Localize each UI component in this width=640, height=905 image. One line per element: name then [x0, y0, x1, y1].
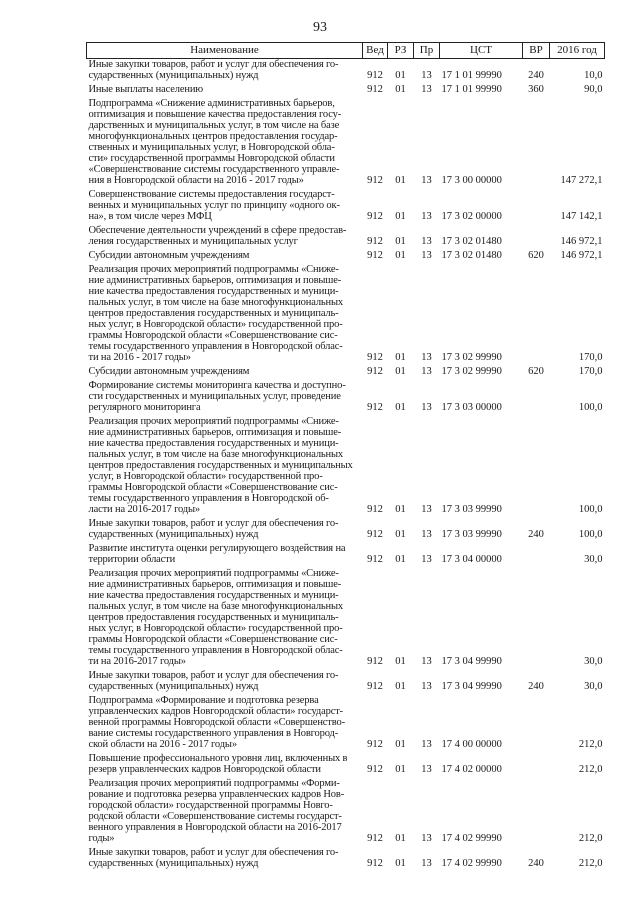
row-sum-cell: 30,0 [584, 656, 603, 667]
row-name-line: рование и подготовка резерва управленческих кадров Нов- [88, 789, 345, 800]
row-rz-cell: 01 [395, 681, 406, 692]
row-vr-cell: 620 [528, 250, 544, 261]
row-name-line: ласти на 2016-2017 годы» [88, 504, 200, 515]
row-sum-cell: 10,0 [584, 70, 603, 81]
row-rz-cell: 01 [395, 366, 406, 377]
table-header-row [87, 43, 605, 59]
row-sum-cell: 30,0 [584, 554, 603, 565]
row-vr-cell [523, 380, 550, 416]
row-cst-cell: 17 4 02 00000 [441, 764, 502, 775]
row-vr-cell [523, 543, 550, 568]
row-name-line: Иные выплаты населению [88, 84, 203, 95]
row-name-cell [87, 84, 363, 98]
column-header-vr: ВР [523, 43, 550, 59]
table-row [87, 416, 605, 518]
row-cst-cell: 17 4 00 00000 [441, 739, 502, 750]
row-name-cell [87, 264, 363, 366]
row-ved-cell: 912 [367, 250, 383, 261]
row-ved-cell: 912 [367, 366, 383, 377]
row-name-line: пальных услуг, в том числе на базе многофункциональных [88, 601, 344, 612]
row-name-cell [87, 847, 363, 872]
table-row [87, 98, 605, 189]
row-rz-cell: 01 [395, 858, 406, 869]
row-rz-cell: 01 [395, 175, 406, 186]
row-name-cell [87, 753, 363, 778]
row-name-line: пальных услуг, в том числе на базе многофункциональных [88, 297, 344, 308]
row-sum-cell: 212,0 [578, 858, 603, 869]
row-sum-cell: 146 972,1 [560, 236, 603, 247]
row-name-line: регулярного мониторинга [88, 402, 201, 413]
row-name-line: венного управления в Новгородской области на 2016-2017 [88, 822, 342, 833]
table-row [87, 380, 605, 416]
row-cst-cell: 17 3 02 99990 [441, 352, 502, 363]
row-name-line: центров предоставления государственных и муниципаль- [88, 308, 339, 319]
row-ved-cell: 912 [367, 211, 383, 222]
row-name-line: сударственных (муниципальных) нужд [88, 681, 259, 692]
row-name-cell [87, 568, 363, 670]
row-name-cell [87, 380, 363, 416]
column-header-ved: Вед [363, 43, 388, 59]
row-name-line: ти на 2016 - 2017 годы» [88, 352, 191, 363]
row-vr-cell: 360 [528, 84, 544, 95]
table-row [87, 518, 605, 543]
row-ved-cell: 912 [367, 833, 383, 844]
row-vr-cell [523, 568, 550, 670]
row-sum-cell: 100,0 [578, 504, 603, 515]
row-pr-cell: 13 [421, 352, 432, 363]
row-pr-cell: 13 [421, 250, 432, 261]
row-pr-cell: 13 [421, 554, 432, 565]
row-name-line: многофункциональных центров предоставления государ- [88, 131, 338, 142]
row-ved-cell: 912 [367, 504, 383, 515]
row-vr-cell [523, 753, 550, 778]
row-rz-cell: 01 [395, 211, 406, 222]
row-pr-cell: 13 [421, 858, 432, 869]
row-name-line: Реализация прочих мероприятий подпрограммы «Сниже- [88, 568, 339, 579]
row-pr-cell: 13 [421, 366, 432, 377]
row-rz-cell: 01 [395, 504, 406, 515]
row-name-cell [87, 518, 363, 543]
row-name-line: ние качества предоставления государственных и муници- [88, 286, 339, 297]
row-rz-cell: 01 [395, 352, 406, 363]
row-cst-cell: 17 3 00 00000 [441, 175, 502, 186]
column-header-sum: 2016 год [550, 43, 605, 59]
row-cst-cell: 17 1 01 99990 [441, 84, 502, 95]
row-name-line: Реализация прочих мероприятий подпрограммы «Форми- [88, 778, 340, 789]
row-sum-cell: 100,0 [578, 402, 603, 413]
row-sum-cell: 212,0 [578, 764, 603, 775]
row-ved-cell: 912 [367, 681, 383, 692]
row-pr-cell: 13 [421, 70, 432, 81]
row-rz-cell: 01 [395, 402, 406, 413]
row-name-line: темы государственного управления в Новгородской об- [88, 493, 329, 504]
row-vr-cell: 240 [528, 858, 544, 869]
table-row [87, 189, 605, 225]
row-name-line: темы государственного управления в Новгородской облас- [88, 645, 343, 656]
row-vr-cell [523, 778, 550, 847]
row-vr-cell: 240 [528, 681, 544, 692]
row-name-line: ления государственных и муниципальных услуг [88, 236, 298, 247]
page-number: 93 [313, 20, 327, 35]
row-sum-cell: 212,0 [578, 739, 603, 750]
table-row [87, 250, 605, 264]
row-cst-cell: 17 3 03 99990 [441, 529, 502, 540]
row-rz-cell: 01 [395, 739, 406, 750]
table-row [87, 847, 605, 872]
row-name-line: венной программы Новгородской области «Совершенство- [88, 717, 345, 728]
row-vr-cell: 240 [528, 70, 544, 81]
row-cst-cell: 17 3 02 01480 [441, 236, 502, 247]
row-name-line: дарственных и муниципальных услуг, в том числе на базе [88, 120, 340, 131]
row-name-cell [87, 543, 363, 568]
row-name-line: годы» [88, 833, 115, 844]
row-name-line: сударственных (муниципальных) нужд [88, 858, 259, 869]
row-name-line: ния в Новгородской области на 2016 - 2017 годы» [88, 175, 304, 186]
row-pr-cell: 13 [421, 504, 432, 515]
row-rz-cell: 01 [395, 529, 406, 540]
row-sum-cell: 30,0 [584, 681, 603, 692]
row-pr-cell: 13 [421, 833, 432, 844]
row-name-line: Реализация прочих мероприятий подпрограммы «Сниже- [88, 416, 339, 427]
row-ved-cell: 912 [367, 858, 383, 869]
row-ved-cell: 912 [367, 175, 383, 186]
table-row [87, 225, 605, 250]
table-body [87, 59, 605, 873]
row-ved-cell: 912 [367, 764, 383, 775]
row-cst-cell: 17 3 04 00000 [441, 554, 502, 565]
row-rz-cell: 01 [395, 84, 406, 95]
row-rz-cell: 01 [395, 764, 406, 775]
row-name-cell [87, 670, 363, 695]
row-name-line: пальных услуг, в том числе на базе многофункциональных [88, 449, 344, 460]
row-name-line: Реализация прочих мероприятий подпрограммы «Сниже- [88, 264, 339, 275]
row-pr-cell: 13 [421, 402, 432, 413]
row-name-line: родской области «Совершенствование системы государст- [88, 811, 342, 822]
row-ved-cell: 912 [367, 352, 383, 363]
row-name-line: сти» государственной программы Новгородской области [88, 153, 335, 164]
row-cst-cell: 17 4 02 99990 [441, 833, 502, 844]
row-sum-cell: 90,0 [584, 84, 603, 95]
row-ved-cell: 912 [367, 656, 383, 667]
row-name-line: Субсидии автономным учреждениям [88, 250, 250, 261]
column-header-name: Наименование [87, 43, 363, 59]
table-row [87, 59, 605, 85]
row-name-line: Формирование системы мониторинга качества и доступно- [88, 380, 346, 391]
row-name-line: Подпрограмма «Снижение административных барьеров, [88, 98, 335, 109]
row-ved-cell: 912 [367, 84, 383, 95]
row-pr-cell: 13 [421, 656, 432, 667]
row-name-line: сти государственных и муниципальных услуг, проведение [88, 391, 341, 402]
row-rz-cell: 01 [395, 554, 406, 565]
row-vr-cell: 240 [528, 529, 544, 540]
row-name-line: Совершенствование системы предоставления государст- [88, 189, 335, 200]
row-cst-cell: 17 3 04 99990 [441, 681, 502, 692]
budget-table [86, 42, 605, 872]
row-vr-cell [523, 189, 550, 225]
row-name-line: Подпрограмма «Формирование и подготовка резерва [88, 695, 319, 706]
row-rz-cell: 01 [395, 833, 406, 844]
row-name-line: сударственных (муниципальных) нужд [88, 529, 259, 540]
row-pr-cell: 13 [421, 236, 432, 247]
row-cst-cell: 17 3 04 99990 [441, 656, 502, 667]
row-pr-cell: 13 [421, 739, 432, 750]
row-name-cell [87, 366, 363, 380]
row-cst-cell: 17 1 01 99990 [441, 70, 502, 81]
row-name-line: ных услуг, в Новгородской области» государственной про- [88, 319, 343, 330]
row-pr-cell: 13 [421, 211, 432, 222]
row-name-line: на», в том числе через МФЦ [88, 211, 212, 222]
row-name-line: Повышение профессионального уровня лиц, включенных в [88, 753, 348, 764]
row-name-line: граммы Новгородской области «Совершенствование сис- [88, 482, 338, 493]
row-name-line: ской области на 2016 - 2017 годы» [88, 739, 237, 750]
row-name-line: управленческих кадров Новгородской области» государст- [88, 706, 343, 717]
row-name-cell [87, 250, 363, 264]
row-pr-cell: 13 [421, 764, 432, 775]
row-name-line: городской области» государственной программы Новго- [88, 800, 333, 811]
table-row [87, 84, 605, 98]
row-ved-cell: 912 [367, 554, 383, 565]
row-vr-cell [523, 225, 550, 250]
row-pr-cell: 13 [421, 529, 432, 540]
table-row [87, 778, 605, 847]
row-name-cell [87, 98, 363, 189]
table-row [87, 366, 605, 380]
row-ved-cell: 912 [367, 402, 383, 413]
row-name-line: ние административных барьеров, оптимизация и повыше- [88, 275, 342, 286]
row-vr-cell [523, 98, 550, 189]
row-cst-cell: 17 3 03 99990 [441, 504, 502, 515]
row-vr-cell: 620 [528, 366, 544, 377]
row-name-line: «Совершенствование системы государственного управле- [88, 164, 340, 175]
row-name-line: оптимизация и повышение качества предоставления госу- [88, 109, 342, 120]
table-row [87, 543, 605, 568]
row-name-cell [87, 189, 363, 225]
row-name-line: венных и муниципальных услуг по принципу «одного ок- [88, 200, 340, 211]
row-ved-cell: 912 [367, 70, 383, 81]
row-pr-cell: 13 [421, 175, 432, 186]
row-sum-cell: 147 272,1 [560, 175, 603, 186]
table-row [87, 568, 605, 670]
row-ved-cell: 912 [367, 739, 383, 750]
row-rz-cell: 01 [395, 236, 406, 247]
row-sum-cell: 170,0 [578, 366, 603, 377]
row-name-cell [87, 416, 363, 518]
row-name-line: ственных и муниципальных услуг, в Новгородской обла- [88, 142, 335, 153]
column-header-cst: ЦСТ [440, 43, 523, 59]
row-name-line: ние административных барьеров, оптимизация и повыше- [88, 579, 342, 590]
row-name-line: услуг, в Новгородской области» государственной про- [88, 471, 323, 482]
row-name-line: ние качества предоставления государственных и муници- [88, 590, 339, 601]
table-row [87, 264, 605, 366]
row-name-cell [87, 225, 363, 250]
row-cst-cell: 17 4 02 99990 [441, 858, 502, 869]
row-name-line: центров предоставления государственных и муниципаль- [88, 612, 339, 623]
row-name-line: Иные закупки товаров, работ и услуг для обеспечения го- [88, 847, 339, 858]
row-name-line: сударственных (муниципальных) нужд [88, 70, 259, 81]
row-cst-cell: 17 3 02 01480 [441, 250, 502, 261]
row-name-cell [87, 778, 363, 847]
row-vr-cell [523, 695, 550, 753]
row-sum-cell: 146 972,1 [560, 250, 603, 261]
row-name-line: ние качества предоставления государственных и муници- [88, 438, 339, 449]
row-sum-cell: 100,0 [578, 529, 603, 540]
row-name-cell [87, 695, 363, 753]
row-name-line: территории области [88, 554, 176, 565]
row-name-line: ных услуг, в Новгородской области» государственной про- [88, 623, 343, 634]
row-name-cell [87, 59, 363, 85]
row-name-line: граммы Новгородской области «Совершенствование сис- [88, 634, 338, 645]
row-vr-cell [523, 416, 550, 518]
row-name-line: центров предоставления государственных и муниципальных [88, 460, 353, 471]
row-cst-cell: 17 3 02 99990 [441, 366, 502, 377]
row-name-line: Иные закупки товаров, работ и услуг для обеспечения го- [88, 670, 339, 681]
row-name-line: Иные закупки товаров, работ и услуг для обеспечения го- [88, 518, 339, 529]
row-name-line: темы государственного управления в Новгородской облас- [88, 341, 343, 352]
row-name-line: ние административных барьеров, оптимизация и повыше- [88, 427, 342, 438]
row-sum-cell: 212,0 [578, 833, 603, 844]
column-header-rz: РЗ [388, 43, 414, 59]
row-vr-cell [523, 264, 550, 366]
row-name-line: граммы Новгородской области «Совершенствование сис- [88, 330, 338, 341]
row-pr-cell: 13 [421, 84, 432, 95]
row-sum-cell: 147 142,1 [560, 211, 603, 222]
table-row [87, 753, 605, 778]
row-rz-cell: 01 [395, 656, 406, 667]
row-cst-cell: 17 3 03 00000 [441, 402, 502, 413]
row-name-line: Субсидии автономным учреждениям [88, 366, 250, 377]
column-header-pr: Пр [414, 43, 440, 59]
table-row [87, 670, 605, 695]
row-name-line: Обеспечение деятельности учреждений в сфере предостав- [88, 225, 347, 236]
row-name-line: ти на 2016-2017 годы» [88, 656, 186, 667]
row-name-line: резерв управленческих кадров Новгородской области [88, 764, 321, 775]
row-name-line: вание системы государственного управления в Новгород- [88, 728, 339, 739]
row-name-line: Развитие института оценки регулирующего воздействия на [88, 543, 346, 554]
row-cst-cell: 17 3 02 00000 [441, 211, 502, 222]
row-pr-cell: 13 [421, 681, 432, 692]
table-row [87, 695, 605, 753]
row-name-line: Иные закупки товаров, работ и услуг для обеспечения го- [88, 59, 339, 70]
row-rz-cell: 01 [395, 70, 406, 81]
row-ved-cell: 912 [367, 236, 383, 247]
row-ved-cell: 912 [367, 529, 383, 540]
row-rz-cell: 01 [395, 250, 406, 261]
row-sum-cell: 170,0 [578, 352, 603, 363]
